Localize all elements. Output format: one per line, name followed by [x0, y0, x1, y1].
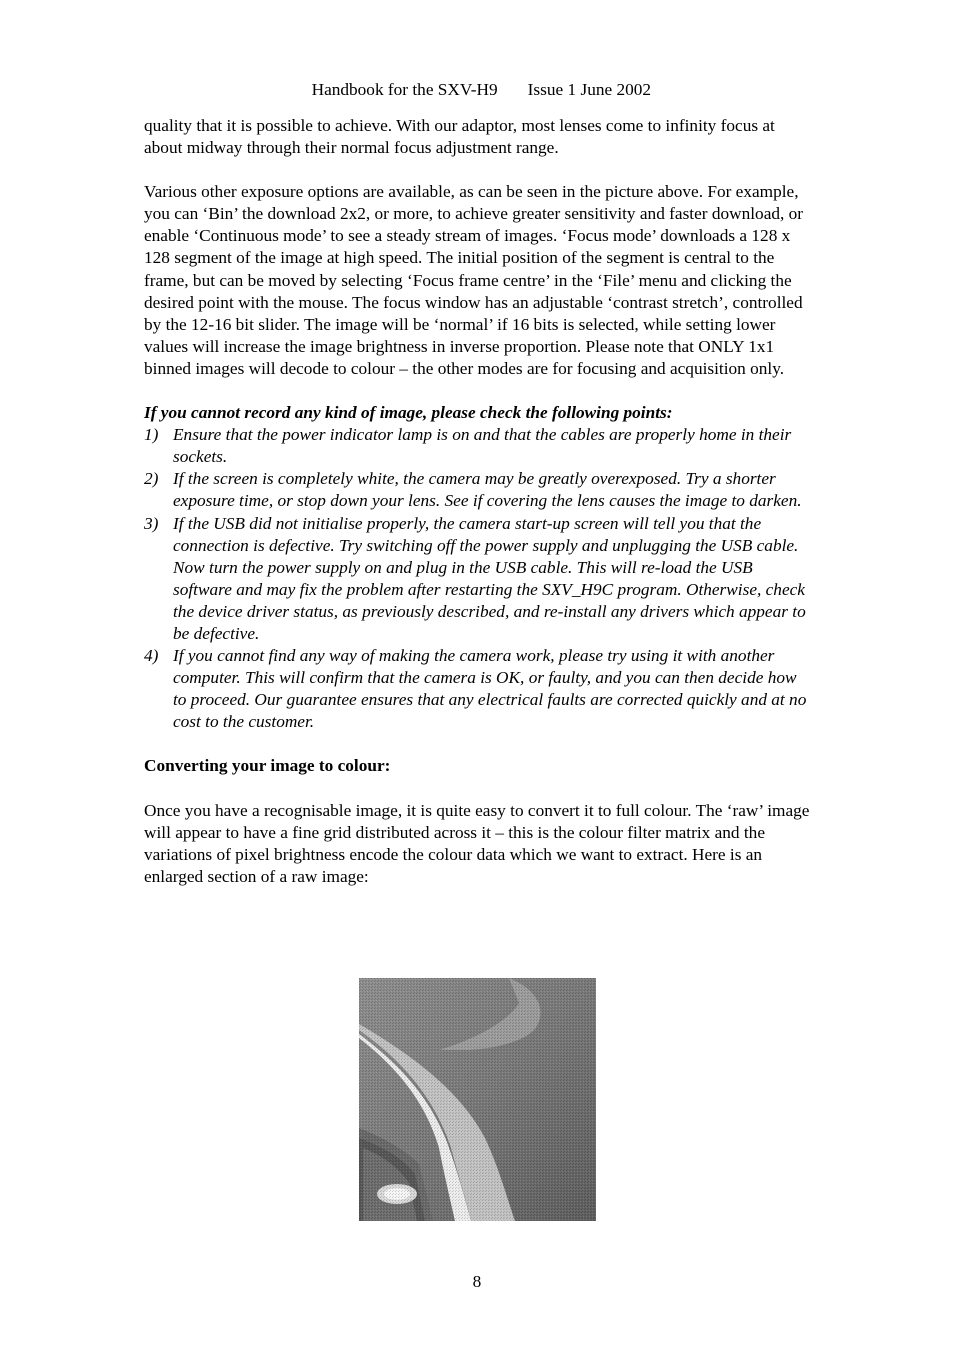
header-issue: Issue 1 June 2002 — [527, 80, 652, 100]
paragraph-spacer — [144, 159, 812, 181]
list-item — [144, 468, 812, 512]
list-item-text: Ensure that the power indicator lamp is on and that the cables are properly home in their sockets. — [173, 425, 792, 467]
exposure-options-paragraph: Various other exposure options are available, as can be seen in the picture above. For example, you can ‘Bin’ the download 2x2, or more, to achieve greater sensitivity and faster download, or enable ‘Continuous mode’ to see a steady stream of images. ‘Focus mode’ downloads a 128 x 128 segment of the image at high speed. The initial position of the segment is central to the frame, but can be moved by selecting ‘Focus frame centre’ in the ‘File’ menu and clicking the desired point with the mouse. The focus window has an adjustable ‘contrast stretch’, controlled by the 12-16 bit slider. The image will be ‘normal’ if 16 bits is selected, while setting lower values will increase the image brightness in inverse proportion. Please note that ONLY 1x1 binned images will decode to colour – the other modes are for focusing and acquisition only. — [144, 182, 804, 378]
list-item — [144, 645, 812, 733]
list-item-number: 3) — [144, 513, 159, 533]
paragraph-spacer — [144, 380, 812, 402]
list-item-number: 1) — [144, 425, 159, 445]
page-content — [144, 115, 812, 888]
list-item-number: 4) — [144, 646, 159, 666]
list-item-text: If you cannot find any way of making the camera work, please try using it with another computer. This will confirm that the camera is OK, or faulty, and you can then decide how to proceed. Our guarantee ensures that any electrical faults are corrected quickly and at no cost to the customer. — [173, 646, 807, 732]
list-item-text: If the USB did not initialise properly, the camera start-up screen will tell you that the connection is defective. Try switching off the power supply and unplugging the USB cable. Now turn the power supply on and plug in the USB cable. This will re-load the USB software and may fix the problem after restarting the SXV_H9C program. Otherwise, check the device driver status, as previously described, and re-install any drivers which appear to be defective. — [173, 513, 806, 643]
page-header — [0, 57, 954, 101]
colour-paragraph: Once you have a recognisable image, it is quite easy to convert it to full colour. The ‘raw’ image will appear to have a fine grid distributed across it – this is the colour filter matrix and the variations of pixel brightness encode the colour data which we want to extract. Here is an enlarged section of a raw image: — [144, 800, 810, 886]
page-number: 8 — [472, 1272, 482, 1291]
list-item — [144, 513, 812, 646]
colour-heading: Converting your image to colour: — [144, 756, 391, 776]
list-item-number: 2) — [144, 469, 159, 489]
raw-image-figure — [359, 978, 596, 1221]
header-title: Handbook for the SXV-H9 — [311, 80, 498, 100]
intro-paragraph: quality that it is possible to achieve. With our adaptor, most lenses come to infinity focus at about midway through their normal focus adjustment range. — [144, 116, 775, 158]
list-item — [144, 424, 812, 468]
raw-image-photo — [359, 978, 596, 1221]
troubleshoot-heading: If you cannot record any kind of image, please check the following points: — [144, 403, 673, 423]
paragraph-spacer — [144, 733, 812, 755]
troubleshoot-list — [144, 424, 812, 733]
list-item-text: If the screen is completely white, the camera may be greatly overexposed. Try a shorter exposure time, or stop down your lens. See if covering the lens causes the image to darken. — [173, 469, 802, 511]
paragraph-spacer — [144, 778, 812, 800]
